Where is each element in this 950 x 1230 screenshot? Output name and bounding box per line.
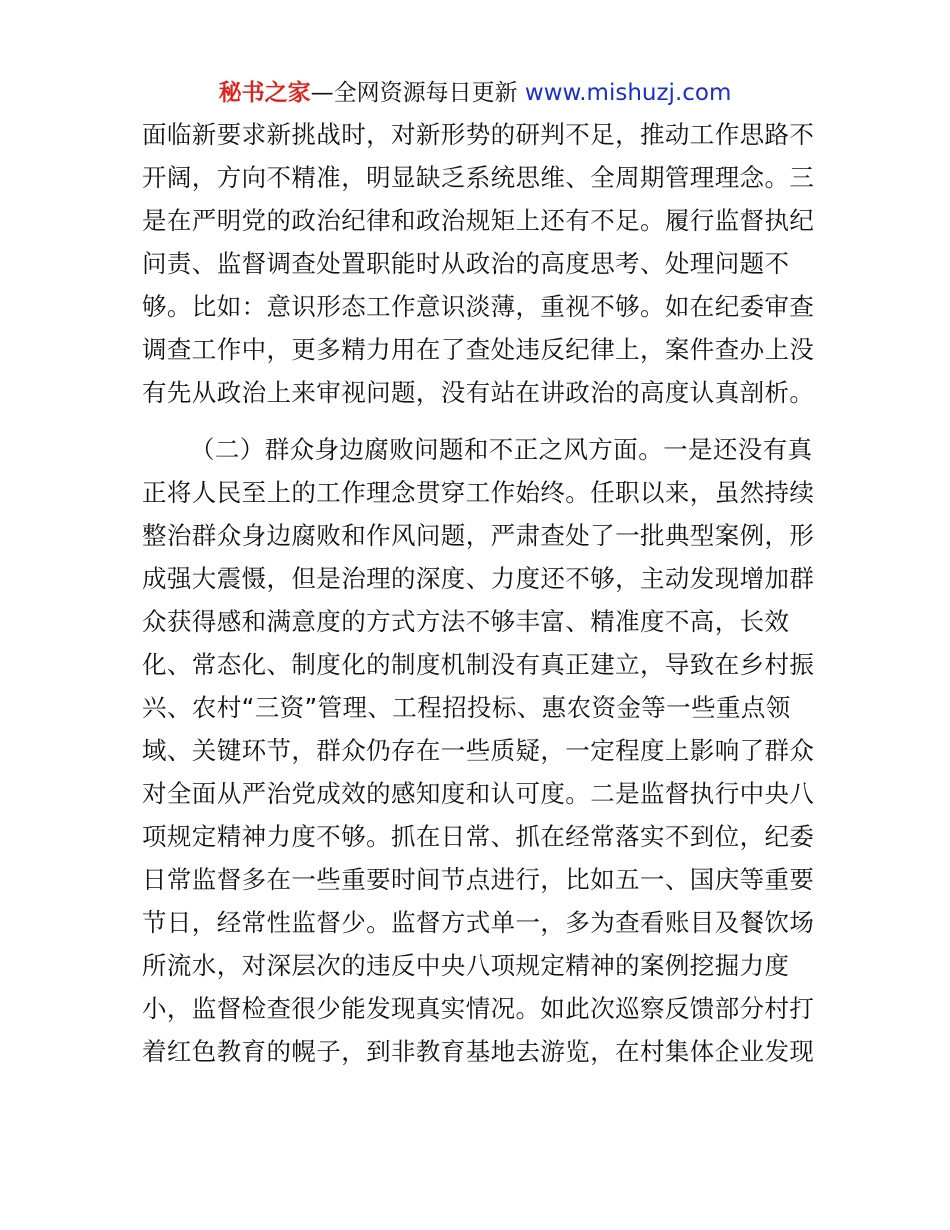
text-line: 着红色教育的幌子，到非教育基地去游览，在村集体企业发现 (142, 1037, 815, 1066)
text-line: 够。比如：意识形态工作意识淡薄，重视不够。如在纪委审查 (142, 292, 815, 321)
text-line: 域、关键环节，群众仍存在一些质疑，一定程度上影响了群众 (142, 736, 815, 765)
text-line: 日常监督多在一些重要时间节点进行，比如五一、国庆等重要 (142, 865, 815, 894)
text-line: 对全面从严治党成效的感知度和认可度。二是监督执行中央八 (142, 779, 815, 808)
text-line: 正将人民至上的工作理念贯穿工作始终。任职以来，虽然持续 (142, 478, 815, 507)
text-line: 是在严明党的政治纪律和政治规矩上还有不足。履行监督执纪 (142, 206, 815, 235)
brand-name: 秘书之家 (218, 80, 311, 106)
text-line: 众获得感和满意度的方式方法不够丰富、精准度不高，长效 (142, 607, 790, 636)
text-line: 化、常态化、制度化的制度机制没有真正建立，导致在乡村振 (142, 650, 815, 679)
site-url-link[interactable]: www.mishuzj.com (524, 80, 732, 106)
text-line: 开阔，方向不精准，明显缺乏系统思维、全周期管理理念。三 (142, 163, 815, 192)
document-header (0, 78, 950, 108)
text-line: 成强大震慑，但是治理的深度、力度还不够，主动发现增加群 (142, 564, 815, 593)
section-heading-line: （二）群众身边腐败问题和不正之风方面。一是还没有真 (190, 435, 813, 464)
text-line: 问责、监督调查处置职能时从政治的高度思考、处理问题不 (142, 249, 790, 278)
text-line: 所流水，对深层次的违反中央八项规定精神的案例挖掘力度 (142, 951, 790, 980)
text-line: 小，监督检查很少能发现真实情况。如此次巡察反馈部分村打 (142, 994, 815, 1023)
text-line: 兴、农村“三资”管理、工程招投标、惠农资金等一些重点领 (142, 693, 791, 722)
text-line: 调查工作中，更多精力用在了查处违反纪律上，案件查办上没 (142, 335, 815, 364)
header-tagline: —全网资源每日更新 (310, 80, 518, 106)
text-line: 节日，经常性监督少。监督方式单一，多为查看账目及餐饮场 (142, 908, 815, 937)
text-line: 有先从政治上来审视问题，没有站在讲政治的高度认真剖析。 (142, 378, 815, 407)
text-line: 面临新要求新挑战时，对新形势的研判不足，推动工作思路不 (142, 120, 815, 149)
text-line: 项规定精神力度不够。抓在日常、抓在经常落实不到位，纪委 (142, 822, 815, 851)
text-line: 整治群众身边腐败和作风问题，严肃查处了一批典型案例，形 (142, 521, 815, 550)
